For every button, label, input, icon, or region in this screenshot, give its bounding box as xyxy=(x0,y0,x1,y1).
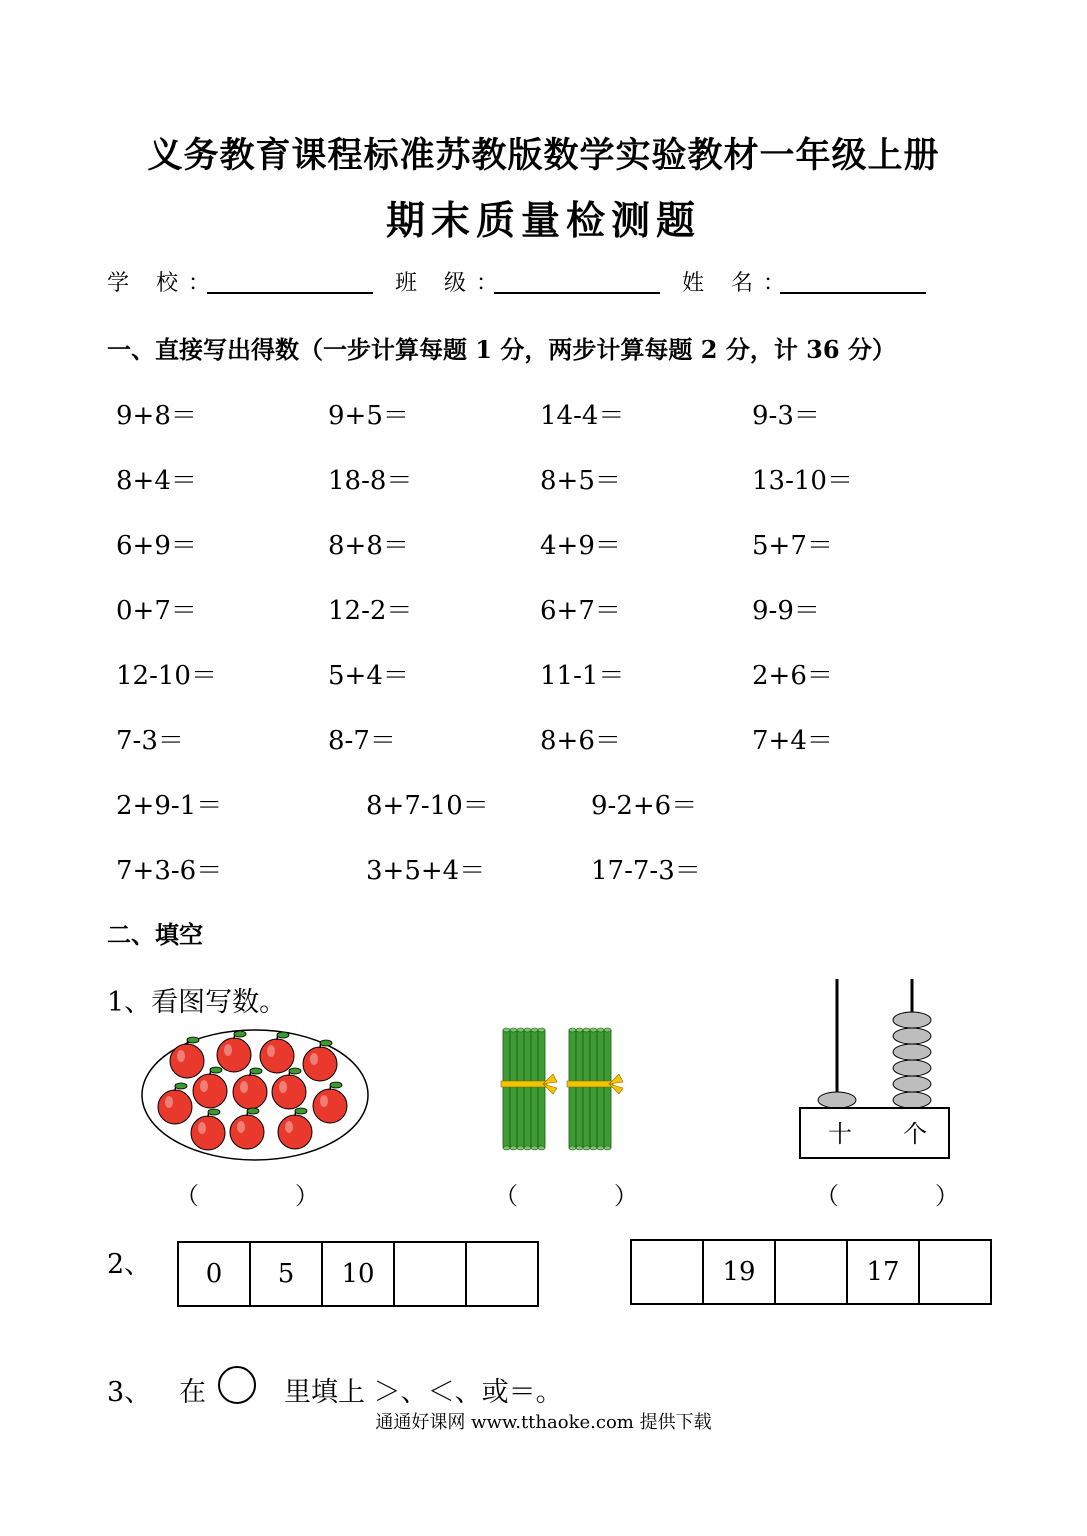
sequence-cell-blank[interactable] xyxy=(919,1240,991,1304)
equation: 5+7＝ xyxy=(752,531,833,561)
name-blank[interactable] xyxy=(780,292,926,294)
abacus-bead-icon xyxy=(893,1092,931,1108)
name-label: 姓 名： xyxy=(682,271,795,296)
section2-heading: 二、填空 xyxy=(107,920,203,949)
sequence-cell: 19 xyxy=(703,1240,775,1304)
equation: 8+4＝ xyxy=(116,466,197,496)
question1-label: 1、看图写数。 xyxy=(107,987,287,1018)
equation: 13-10＝ xyxy=(752,466,853,496)
equation: 6+7＝ xyxy=(540,596,621,626)
equation: 2+9-1＝ xyxy=(116,791,223,821)
section1-heading: 一、直接写出得数（一步计算每题 1 分，两步计算每题 2 分，计 36 分） xyxy=(107,335,896,364)
equation: 9-9＝ xyxy=(752,596,820,626)
sequence-cell-blank[interactable] xyxy=(631,1240,703,1304)
equation: 8+6＝ xyxy=(540,726,621,756)
answer-blank-apples[interactable]: （ ） xyxy=(175,1182,319,1210)
bundles-group xyxy=(501,1028,623,1150)
equation: 18-8＝ xyxy=(328,466,413,496)
sequence-cell-blank[interactable] xyxy=(466,1242,538,1306)
sequence-cell: 5 xyxy=(250,1242,322,1306)
number-sequence-2 xyxy=(630,1239,992,1305)
abacus-bead-icon xyxy=(893,1012,931,1028)
equation: 12-2＝ xyxy=(328,596,413,626)
tens-label: 十 xyxy=(828,1120,852,1148)
student-info-row xyxy=(107,266,947,300)
sequence-cell-blank[interactable] xyxy=(775,1240,847,1304)
equation: 7+3-6＝ xyxy=(116,856,223,886)
answer-blank-abacus[interactable]: （ ） xyxy=(815,1182,959,1210)
equation: 12-10＝ xyxy=(116,661,217,691)
equation: 7+4＝ xyxy=(752,726,833,756)
question3-text-after: 里填上 ＞、＜、或＝。 xyxy=(284,1377,563,1408)
abacus-bead-icon xyxy=(893,1076,931,1092)
class-blank[interactable] xyxy=(494,292,660,294)
equation: 9-2+6＝ xyxy=(591,791,698,821)
equation: 8+5＝ xyxy=(540,466,621,496)
equation: 9-3＝ xyxy=(752,401,820,431)
number-sequence-1 xyxy=(177,1241,539,1307)
sequence-cell: 0 xyxy=(178,1242,250,1306)
equation: 11-1＝ xyxy=(540,661,625,691)
stick-bundles-image xyxy=(493,1025,635,1160)
equation: 9+5＝ xyxy=(328,401,409,431)
equation: 17-7-3＝ xyxy=(591,856,701,886)
equation: 8+7-10＝ xyxy=(366,791,489,821)
question3-label: 3、 xyxy=(107,1377,152,1408)
abacus-bead-icon xyxy=(893,1028,931,1044)
abacus-image xyxy=(795,975,955,1165)
equation: 6+9＝ xyxy=(116,531,197,561)
equation: 3+5+4＝ xyxy=(366,856,486,886)
equation: 8+8＝ xyxy=(328,531,409,561)
circle-icon xyxy=(216,1366,260,1406)
document-subtitle: 期末质量检测题 xyxy=(385,198,701,244)
equation: 14-4＝ xyxy=(540,401,625,431)
school-blank[interactable] xyxy=(207,292,373,294)
class-label: 班 级： xyxy=(395,271,508,296)
answer-blank-sticks[interactable]: （ ） xyxy=(494,1182,638,1210)
abacus-bead-icon xyxy=(893,1044,931,1060)
sequence-cell-blank[interactable] xyxy=(394,1242,466,1306)
stick-bundle-icon xyxy=(567,1028,623,1150)
beads-group xyxy=(818,1012,931,1108)
abacus-bead-icon xyxy=(818,1092,856,1108)
equation: 8-7＝ xyxy=(328,726,396,756)
equation: 7-3＝ xyxy=(116,726,184,756)
document-title: 义务教育课程标准苏教版数学实验教材一年级上册 xyxy=(147,135,940,176)
apples-plate-image xyxy=(140,1025,372,1165)
equation: 9+8＝ xyxy=(116,401,197,431)
sequence-cell: 10 xyxy=(322,1242,394,1306)
footer-credit: 通通好课网 www.tthaoke.com 提供下载 xyxy=(375,1412,712,1433)
ones-label: 个 xyxy=(903,1120,927,1148)
abacus-bead-icon xyxy=(893,1060,931,1076)
equation: 2+6＝ xyxy=(752,661,833,691)
equation: 0+7＝ xyxy=(116,596,197,626)
question2-label: 2、 xyxy=(107,1249,152,1280)
equation: 5+4＝ xyxy=(328,661,409,691)
stick-bundle-icon xyxy=(501,1028,557,1150)
sequence-cell: 17 xyxy=(847,1240,919,1304)
school-label: 学 校： xyxy=(107,271,220,296)
equation: 4+9＝ xyxy=(540,531,621,561)
question3-text-before: 在 xyxy=(179,1377,206,1408)
